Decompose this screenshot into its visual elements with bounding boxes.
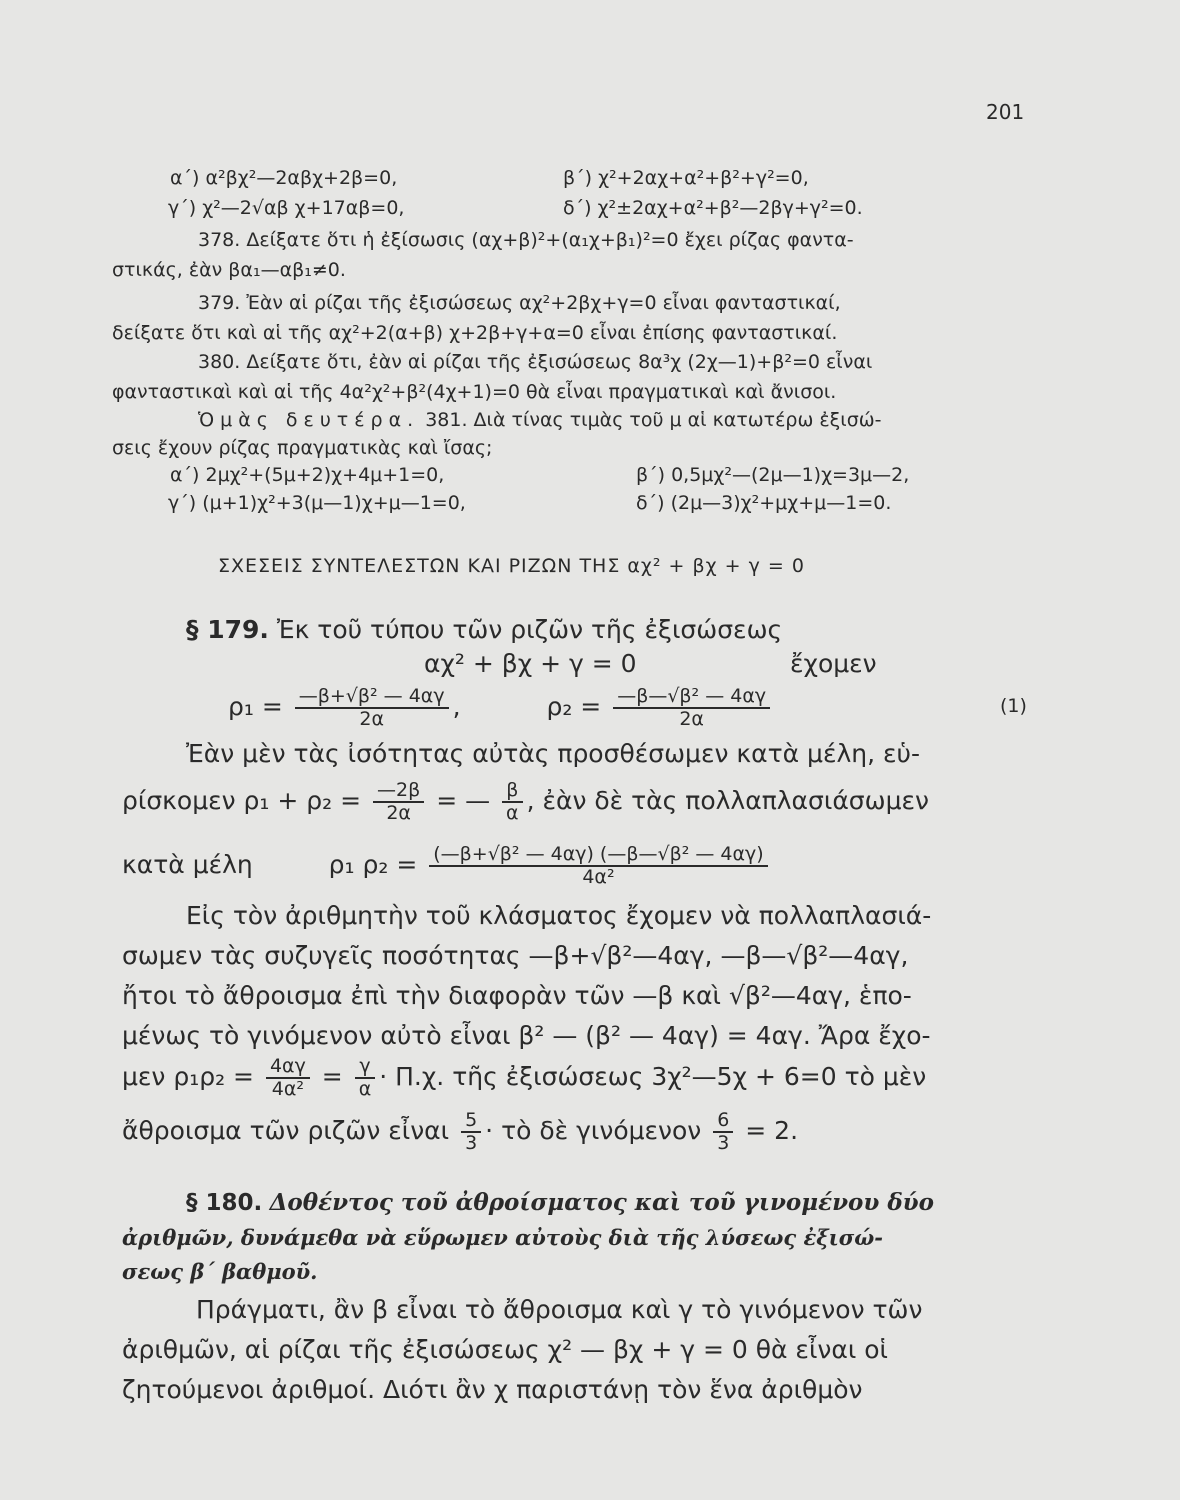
ex381-b: β΄) 0,5μχ²—(2μ—1)χ=3μ—2, <box>636 464 910 486</box>
section-180-title-1: Δοθέντος τοῦ ἀθροίσματος καὶ τοῦ γινομένου δύο <box>269 1189 934 1216</box>
sum-pre: ρίσκομεν ρ₁ + ρ₂ = <box>122 785 362 815</box>
rho1-denominator: 2α <box>359 707 384 730</box>
rho1-label: ρ₁ = <box>228 691 283 721</box>
sum-mid: = — <box>436 785 491 815</box>
rho2-denominator: 2α <box>679 707 704 730</box>
roots-formula <box>228 686 774 730</box>
p7-post: = 2. <box>745 1115 799 1145</box>
s180-paragraph-3: ζητούμενοι ἀριθμοί. Διότι ἂν χ παριστάνῃ τὸν ἕνα ἀριθμὸν <box>122 1375 863 1404</box>
sum-post: , ἐὰν δὲ τὰς πολλαπλασιάσωμεν <box>526 785 929 815</box>
ex379-line2: δείξατε ὅτι καὶ αἱ τῆς αχ²+2(α+β) χ+2β+γ+α=0 εἶναι ἐπίσης φανταστικαί. <box>112 322 838 344</box>
page-number: 201 <box>986 100 1025 124</box>
ex380-line2: φανταστικαὶ καὶ αἱ τῆς 4α²χ²+β²(4χ+1)=0 θὰ εἶναι πραγματικαὶ καὶ ἄνισοι. <box>112 381 837 403</box>
formula-comma: , <box>452 691 461 721</box>
prod-pre: κατὰ μέλη <box>122 849 253 879</box>
ex380-line1: 380. Δείξατε ὅτι, ἐὰν αἱ ρίζαι τῆς ἐξισώσεως 8α³χ (2χ—1)+β²=0 εἶναι <box>198 351 873 373</box>
ex379-line1: 379. Ἐὰν αἱ ρίζαι τῆς ἐξισώσεως αχ²+2βχ+γ=0 εἶναι φανταστικαί, <box>198 292 841 314</box>
section-179-mark: § 179. <box>186 615 269 644</box>
prod-fraction <box>429 844 767 888</box>
echomen-text: ἔχομεν <box>790 649 877 678</box>
s179-paragraph-6 <box>122 1056 926 1100</box>
sum-denominator-2: α <box>506 801 519 824</box>
rho1-numerator: —β+√β² — 4αγ <box>295 686 449 709</box>
quadratic-equation: αχ² + βχ + γ = 0 <box>424 649 637 678</box>
prod-denominator: 4α² <box>582 865 615 888</box>
s180-paragraph-1: Πράγματι, ἂν β εἶναι τὸ ἄθροισμα καὶ γ τὸ γινόμενον τῶν <box>196 1295 923 1324</box>
rho1-fraction <box>295 686 449 730</box>
section-180-mark: § 180. <box>186 1190 263 1216</box>
group-label: Ὁμὰς δευτέρα. <box>198 409 420 431</box>
equation-number: (1) <box>1000 695 1027 717</box>
ex377-d: δ΄) χ²±2αχ+α²+β²—2βγ+γ²=0. <box>563 197 863 219</box>
sum-of-roots-line <box>122 780 929 824</box>
section-179-intro: Ἐκ τοῦ τύπου τῶν ριζῶν τῆς ἐξισώσεως <box>276 615 783 644</box>
s180-paragraph-2: ἀριθμῶν, αἱ ρίζαι τῆς ἐξισώσεως χ² — βχ + γ = 0 θὰ εἶναι οἱ <box>122 1335 889 1364</box>
section-heading: ΣΧΕΣΕΙΣ ΣΥΝΤΕΛΕΣΤΩΝ ΚΑΙ ΡΙΖΩΝ ΤΗΣ αχ² + βχ + γ = 0 <box>218 555 805 577</box>
sum-numerator-2: β <box>502 780 523 803</box>
sum-fraction-1 <box>373 780 424 824</box>
sum-fraction-2 <box>502 780 523 824</box>
p7-fraction-1 <box>461 1110 481 1154</box>
p7-denominator-2: 3 <box>717 1131 730 1154</box>
p6-numerator: 4αγ <box>266 1056 310 1079</box>
p7-numerator: 5 <box>461 1110 481 1133</box>
p6-fraction-1 <box>266 1056 310 1100</box>
p6-denominator-2: α <box>358 1077 372 1100</box>
ex377-a: α΄) α²βχ²—2αβχ+2β=0, <box>170 167 398 189</box>
sum-numerator: —2β <box>373 780 424 803</box>
sum-denominator: 2α <box>386 801 411 824</box>
p6-numerator-2: γ <box>355 1056 376 1079</box>
p6-pre: μεν ρ₁ρ₂ = <box>122 1061 255 1091</box>
rho2-fraction <box>613 686 770 730</box>
rho2-label: ρ₂ = <box>546 691 602 721</box>
s179-paragraph-2: Εἰς τὸν ἀριθμητὴν τοῦ κλάσματος ἔχομεν νὰ πολλαπλασιά- <box>186 901 932 930</box>
ex381-d: δ΄) (2μ—3)χ²+μχ+μ—1=0. <box>636 492 892 514</box>
p6-post: · Π.χ. τῆς ἐξισώσεως 3χ²—5χ + 6=0 τὸ μὲν <box>379 1061 927 1091</box>
product-of-roots-line <box>122 844 772 888</box>
ex378-line1: 378. Δείξατε ὅτι ἡ ἐξίσωσις (αχ+β)²+(α₁χ+β₁)²=0 ἔχει ρίζας φαντα- <box>198 229 854 251</box>
s179-paragraph-1: Ἐὰν μὲν τὰς ἰσότητας αὐτὰς προσθέσωμεν κατὰ μέλη, εὑ- <box>186 739 921 768</box>
s179-paragraph-7 <box>122 1110 798 1154</box>
ex377-b: β΄) χ²+2αχ+α²+β²+γ²=0, <box>563 167 809 189</box>
p7-denominator: 3 <box>465 1131 478 1154</box>
prod-lhs: ρ₁ ρ₂ = <box>328 849 418 879</box>
p7-numerator-2: 6 <box>713 1110 733 1133</box>
ex381-a: α΄) 2μχ²+(5μ+2)χ+4μ+1=0, <box>170 464 445 486</box>
p6-fraction-2 <box>355 1056 376 1100</box>
p7-fraction-2 <box>713 1110 733 1154</box>
s179-paragraph-4: ἤτοι τὸ ἄθροισμα ἐπὶ τὴν διαφορὰν τῶν —β καὶ √β²—4αγ, ἑπο- <box>122 981 912 1010</box>
section-180-title-3: σεως β΄ βαθμοῦ. <box>122 1259 318 1284</box>
prod-numerator: (—β+√β² — 4αγ) (—β—√β² — 4αγ) <box>429 844 767 867</box>
s179-paragraph-5: μένως τὸ γινόμενον αὐτὸ εἶναι β² — (β² — 4αγ) = 4αγ. Ἄρα ἔχο- <box>122 1021 931 1050</box>
ex381-c: γ΄) (μ+1)χ²+3(μ—1)χ+μ—1=0, <box>168 492 466 514</box>
ex381-line1: 381. Διὰ τίνας τιμὰς τοῦ μ αἱ κατωτέρω ἐξισώ- <box>425 409 882 431</box>
section-180-title-2: ἀριθμῶν, δυνάμεθα νὰ εὕρωμεν αὐτοὺς διὰ τῆς λύσεως ἐξισώ- <box>122 1225 884 1250</box>
s179-paragraph-3: σωμεν τὰς συζυγεῖς ποσότητας —β+√β²—4αγ, —β—√β²—4αγ, <box>122 941 909 970</box>
p6-denominator: 4α² <box>271 1077 305 1100</box>
ex377-c: γ΄) χ²—2√αβ χ+17αβ=0, <box>168 197 405 219</box>
p7-pre: ἄθροισμα τῶν ριζῶν εἶναι <box>122 1115 450 1145</box>
p7-mid: · τὸ δὲ γινόμενον <box>485 1115 702 1145</box>
ex378-line2: στικάς, ἐὰν βα₁—αβ₁≠0. <box>112 259 346 281</box>
p6-mid: = <box>321 1061 343 1091</box>
rho2-numerator: —β—√β² — 4αγ <box>613 686 770 709</box>
ex381-line2: σεις ἔχουν ρίζας πραγματικὰς καὶ ἴσας; <box>112 437 493 459</box>
